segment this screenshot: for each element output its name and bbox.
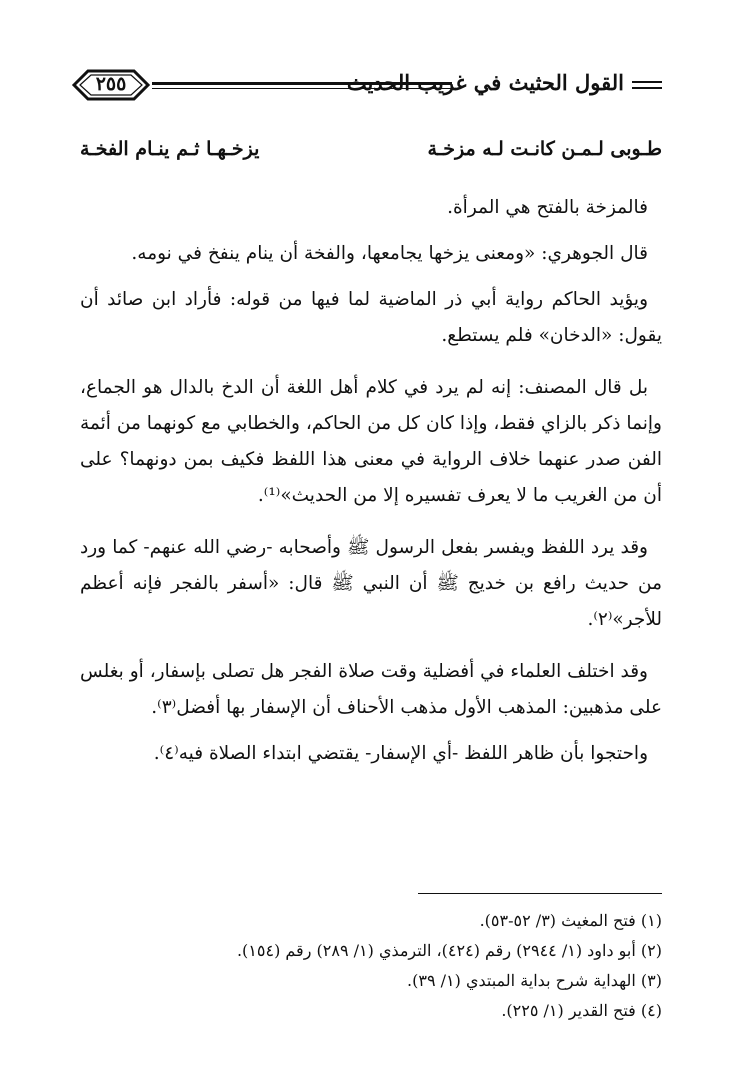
verse-second-hemistich: يزخـهـا ثـم ينـام الفخـة <box>80 138 260 160</box>
verse-first-hemistich: طـوبى لـمـن كانـت لـه مزخـة <box>427 138 662 160</box>
poetry-verse <box>80 138 662 174</box>
paragraph: واحتجوا بأن ظاهر اللفظ -أي الإسفار- يقتضي ابتداء الصلاة فيه⁽٤⁾. <box>153 743 648 764</box>
page-header <box>72 66 662 106</box>
paragraph: فالمزخة بالفتح هي المرأة. <box>447 197 648 218</box>
footnote: (٣) الهداية شرح بداية المبتدي (١/ ٣٩). <box>407 971 662 990</box>
page-number: ٢٥٥ <box>95 73 127 95</box>
header-dash <box>632 81 662 83</box>
paragraph: بل قال المصنف: إنه لم يرد في كلام أهل اللغة أن الدخ بالدال هو الجماع، وإنما ذكر بالزاي فقط، وإذا كان كل من الحاكم، والخطابي مع كونهما من أئمة الفن صدر عنهما خلاف الرواية في معنى هذا اللفظ فكيف بمن دونهما؟ على أن من الغريب ما لا يعرف تفسيره إلا من الحديث»⁽¹⁾. <box>80 377 662 506</box>
paragraph: قال الجوهري: «ومعنى يزخها يجامعها، والفخة أن ينام ينفخ في نومه. <box>131 243 648 264</box>
footnote: (١) فتح المغيث (٣/ ٥٢-٥٣). <box>479 911 662 930</box>
footnote: (٤) فتح القدير (١/ ٢٢٥). <box>501 1001 662 1020</box>
paragraph: وقد يرد اللفظ ويفسر بفعل الرسول ﷺ وأصحابه -رضي الله عنهم- كما ورد من حديث رافع بن خديج ﷺ أن النبي ﷺ قال: «أسفر بالفجر فإنه أعظم للأجر»⁽٢⁾. <box>80 537 662 630</box>
header-dash <box>632 87 662 89</box>
footnote: (٢) أبو داود (١/ ٢٩٤٤) رقم (٤٢٤)، الترمذي (١/ ٢٨٩) رقم (١٥٤). <box>236 941 662 960</box>
page-number-badge <box>72 68 150 102</box>
paragraph: ويؤيد الحاكم رواية أبي ذر الماضية لما فيها من قوله: فأراد ابن صائد أن يقول: «الدخان» فلم يستطع. <box>80 289 662 346</box>
body-text <box>80 190 662 788</box>
footnotes <box>80 906 662 1026</box>
book-title: القول الحثيث في غريب الحديث <box>346 70 624 95</box>
paragraph: وقد اختلف العلماء في أفضلية وقت صلاة الفجر هل تصلى بإسفار، أو بغلس على مذهبين: المذهب الأول مذهب الأحناف أن الإسفار بها أفضل⁽٣⁾. <box>80 661 662 718</box>
footnote-separator <box>418 893 662 894</box>
